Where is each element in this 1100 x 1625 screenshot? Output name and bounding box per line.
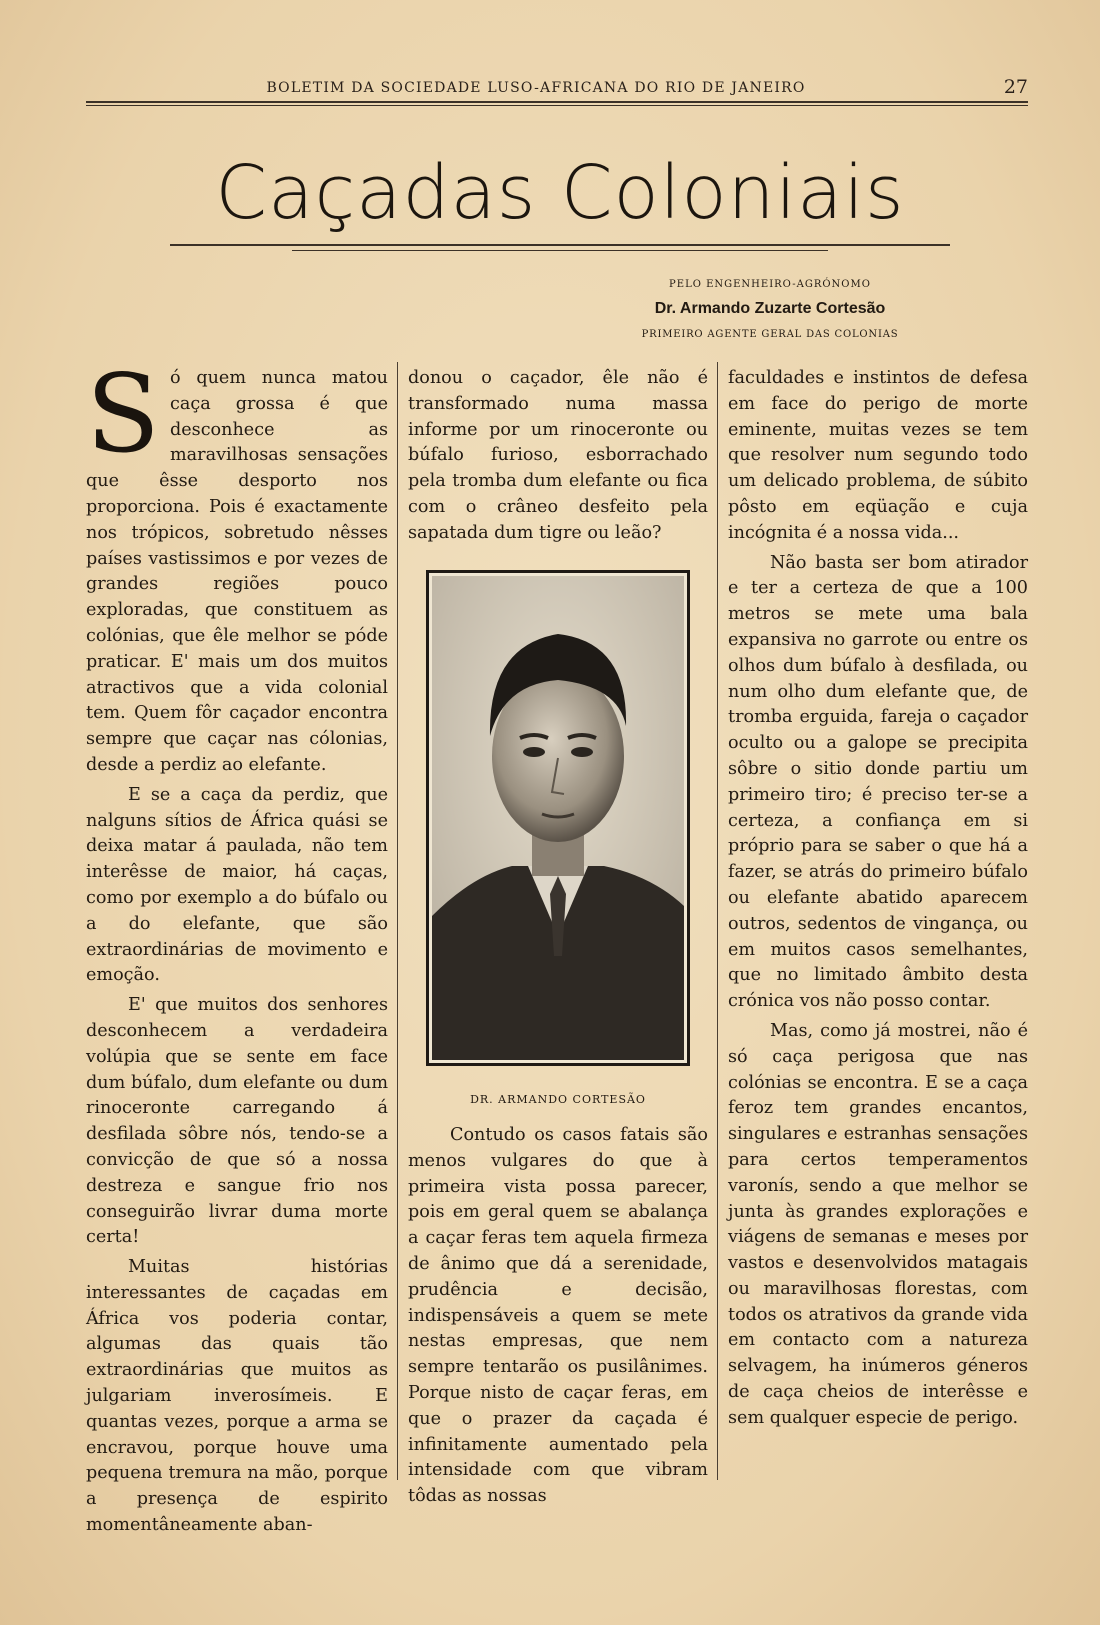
author-role: PRIMEIRO AGENTE GERAL DAS COLONIAS <box>641 329 899 340</box>
column-divider-left <box>397 362 398 1480</box>
photo-caption: DR. ARMANDO CORTESÃO <box>470 1093 646 1106</box>
author-name: Dr. Armando Zuzarte Cortesão <box>654 300 886 317</box>
running-head <box>86 76 1028 100</box>
paragraph: E' que muitos dos senhores desconhecem a verdadeira volúpia que se sente em face dum búfalo, dum elefante ou dum rinoceronte carregando á desfilada sôbre nós, tendo-se a convicção de que só a nossa destreza e sangue frio nos conseguirão livrar duma morte certa! <box>86 995 388 1248</box>
column-divider-right <box>717 362 718 1480</box>
header-rule-bottom <box>86 105 1028 106</box>
header-rule-top <box>86 101 1028 103</box>
column-middle-top <box>408 366 708 551</box>
portrait-image <box>432 576 684 1060</box>
page-number: 27 <box>1003 76 1028 98</box>
paragraph: Contudo os casos fatais são menos vulgares do que à primeira vista possa parecer, pois em geral quem se abalança a caçar feras tem aquela firmeza de ânimo que dá a serenidade, prudência e decisão, indispensáveis a quem se mete nestas empresas, que nem sempre tentarão os pusilânimes. Porque nisto de caçar feras, em que o prazer da caçada é infinitamente aumentado pela intensidade com que vibram tôdas as nossas <box>408 1125 708 1507</box>
title-rule-short <box>292 250 828 251</box>
paragraph: E se a caça da perdiz, que nalguns sítios de África quási se deixa matar á paulada, não tem interêsse de maior, há caças, como por exemplo a do búfalo ou a do elefante, que são extraordinárias de movimento e emoção. <box>86 784 388 986</box>
paragraph-text: ó quem nunca matou caça grossa é que desconhece as maravilhosas sensações que êsse desporto nos proporciona. Pois é exactamente nos trópicos, sobretudo nêsses países vastissimos e por vezes de grandes regiões pouco exploradas, que constituem as colónias, que êle melhor se póde praticar. E' mais um dos muitos atractivos que a vida colonial tem. Quem fôr caçador encontra sempre que caçar nas cólonias, desde a perdiz ao elefante. <box>86 368 388 775</box>
running-title: BOLETIM DA SOCIEDADE LUSO-AFRICANA DO RIO DE JANEIRO <box>266 80 806 96</box>
paragraph <box>86 352 388 779</box>
paragraph: Não basta ser bom atirador e ter a certeza de que a 100 metros se mete uma bala expansiva no garrote ou entre os olhos dum búfalo à desfilada, ou num olho dum elefante que, de tromba erguida, fareja o caçador oculto ou a galope se precipita sôbre o sitio donde partiu um primeiro tiro; é preciso ter-se a certeza, a confiança em si próprio para se saber o que há a fazer, se atrás do primeiro búfalo ou elefante abatido aparecem outros, sedentos de vingança, ou em muitos casos semelhantes, que no limitado âmbito desta crónica vos não posso contar. <box>728 552 1028 1012</box>
byline-prefix: PELO ENGENHEIRO-AGRÓNOMO <box>669 279 871 290</box>
drop-cap: S <box>86 352 160 477</box>
article-title: Caçadas Coloniais <box>215 150 905 236</box>
author-portrait <box>426 570 690 1066</box>
paragraph: Muitas histórias interessantes de caçadas em África vos poderia contar, algumas das quais tão extraordinárias que muitos as julgariam inverosímeis. E quantas vezes, porque a arma se encravou, porque houve uma pequena tremura na mão, porque a presença de espirito momentâneamente aban- <box>86 1257 388 1536</box>
paragraph: faculdades e instintos de defesa em face do perigo de morte eminente, muitas vezes se tem que resolver num segundo todo um delicado problema, de súbito pôsto em eqüação e cuja incógnita é a nossa vida... <box>728 368 1028 543</box>
paragraph: donou o caçador, êle não é transformado numa massa informe por um rinoceronte ou búfalo furioso, esborrachado pela tromba dum elefante ou fica com o crâneo desfeito pela sapatada dum tigre ou leão? <box>408 368 708 543</box>
paragraph: Mas, como já mostrei, não é só caça perigosa que nas colónias se encontra. E se a caça feroz tem grandes encantos, singulares e estranhas sensações para certos temperamentos varonís, sendo a que melhor se junta às grandes explorações e viágens de semanas e meses por vastos e desenvolvidos matagais ou maravilhosas florestas, com todos os atrativos da grande vida em contacto com a natureza selvagem, ha inúmeros géneros de caça cheios de interêsse e sem qualquer especie de perigo. <box>728 1020 1028 1428</box>
column-left <box>86 352 388 1543</box>
column-right <box>728 366 1028 1436</box>
column-middle-bottom <box>408 1123 708 1514</box>
title-rule-long <box>170 244 950 246</box>
